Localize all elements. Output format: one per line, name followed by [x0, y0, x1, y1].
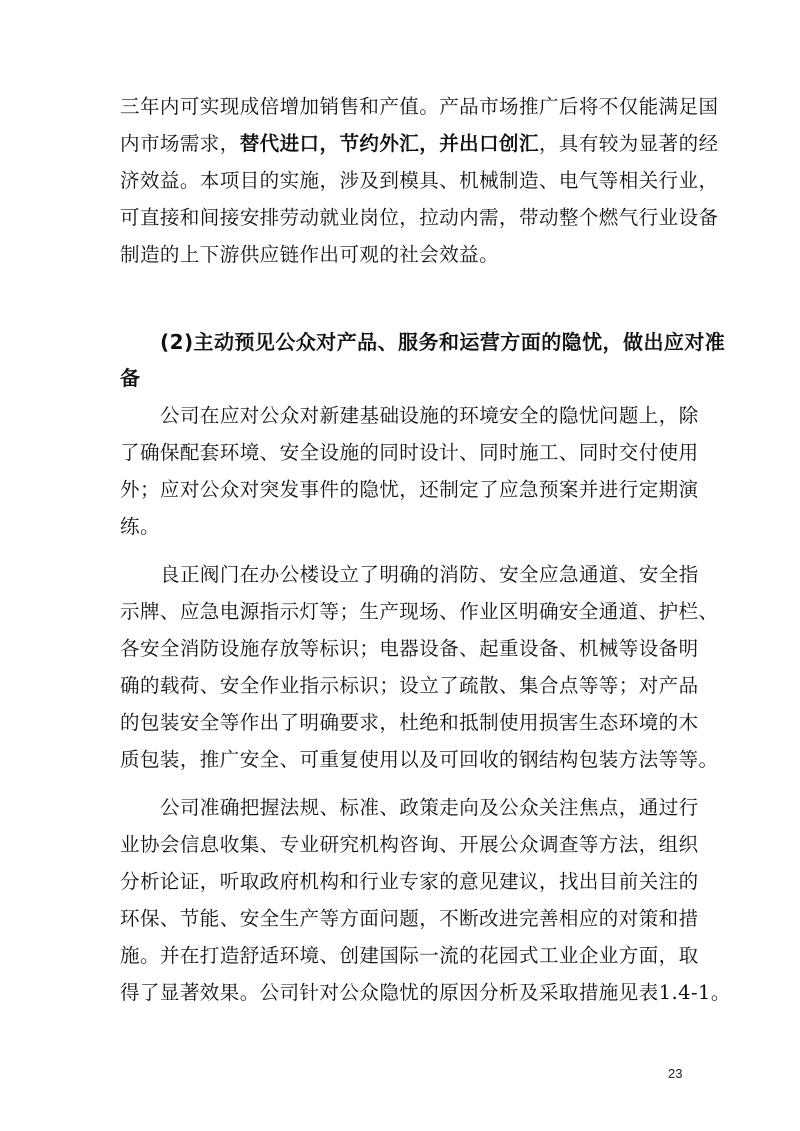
paragraph-4-line-4: 环保、节能、安全生产等方面问题，不断改进完善相应的对策和措: [120, 907, 699, 930]
section-heading-line-1: (2)主动预见公众对产品、服务和运营方面的隐忧，做出应对准: [160, 330, 726, 354]
paragraph-1-line-1: 三年内可实现成倍增加销售和产值。产品市场推广后将不仅能满足国: [120, 95, 719, 118]
paragraph-3-line-2: 示牌、应急电源指示灯等；生产现场、作业区明确安全通道、护栏、: [120, 600, 719, 623]
section-heading-line-2: 备: [120, 366, 141, 390]
paragraph-1-line-2-text-c: ，具有较为显著的经: [538, 132, 719, 155]
paragraph-1-bold-phrase: 替代进口，节约外汇，并出口创汇: [239, 132, 539, 155]
paragraph-4-line-6: 得了显著效果。公司针对公众隐忧的原因分析及采取措施见表1.4-1。: [120, 981, 731, 1004]
paragraph-4-line-3: 分析论证，听取政府机构和行业专家的意见建议，找出目前关注的: [120, 870, 699, 893]
paragraph-3-line-3: 各安全消防设施存放等标识；电器设备、起重设备、机械等设备明: [120, 637, 699, 660]
paragraph-1-line-2: [120, 132, 719, 156]
paragraph-1-line-3: 济效益。本项目的实施，涉及到模具、机械制造、电气等相关行业，: [120, 169, 719, 192]
paragraph-1-line-4: 可直接和间接安排劳动就业岗位，拉动内需，带动整个燃气行业设备: [120, 206, 719, 229]
paragraph-3-line-5: 的包装安全等作出了明确要求，杜绝和抵制使用损害生态环境的木: [120, 711, 699, 734]
paragraph-2-line-2: 了确保配套环境、安全设施的同时设计、同时施工、同时交付使用: [120, 441, 699, 464]
paragraph-4-line-1: 公司准确把握法规、标准、政策走向及公众关注焦点，通过行: [160, 796, 699, 819]
page-number: 23: [668, 1066, 683, 1081]
paragraph-1-line-2-text-a: 内市场需求，: [120, 132, 240, 155]
paragraph-2-line-4: 练。: [120, 515, 160, 538]
paragraph-3-line-1: 良正阀门在办公楼设立了明确的消防、安全应急通道、安全指: [160, 563, 699, 586]
paragraph-3-line-6: 质包装，推广安全、可重复使用以及可回收的钢结构包装方法等等。: [120, 748, 719, 771]
paragraph-2-line-3: 外；应对公众对突发事件的隐忧，还制定了应急预案并进行定期演: [120, 478, 699, 501]
paragraph-4-line-2: 业协会信息收集、专业研究机构咨询、开展公众调查等方法，组织: [120, 833, 699, 856]
paragraph-2-line-1: 公司在应对公众对新建基础设施的环境安全的隐忧问题上，除: [160, 404, 699, 427]
paragraph-1-line-5: 制造的上下游供应链作出可观的社会效益。: [120, 243, 500, 266]
paragraph-3-line-4: 确的载荷、安全作业指示标识；设立了疏散、集合点等等；对产品: [120, 674, 699, 697]
paragraph-4-line-5: 施。并在打造舒适环境、创建国际一流的花园式工业企业方面，取: [120, 944, 699, 967]
